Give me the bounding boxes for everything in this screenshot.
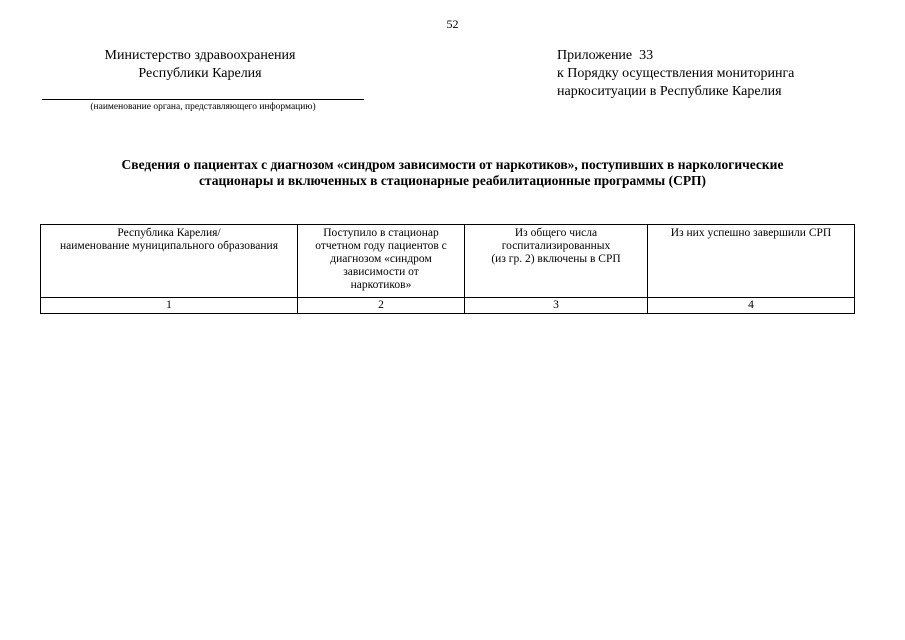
document-title-line-2: стационары и включенных в стационарные реабилитационные программы (СРП): [198, 173, 707, 188]
column-number-cell: 1: [41, 298, 298, 314]
appendix-line-2: к Порядку осуществления мониторинга: [557, 66, 795, 81]
table-header-admitted: [298, 225, 465, 298]
header-text-line: отчетном году пациентов с: [315, 240, 447, 252]
header-text-line: Из общего числа: [514, 227, 598, 239]
header-text-line: (из гр. 2) включены в СРП: [491, 253, 621, 265]
appendix-line-1: Приложение 33: [557, 48, 654, 63]
table-header-completed-srp: [648, 225, 855, 298]
report-table: [40, 224, 855, 314]
table-header-included-in-srp: [465, 225, 648, 298]
header-text-line: наименование муниципального образования: [60, 240, 278, 252]
header-text-line: диагнозом «синдром: [330, 253, 432, 265]
appendix-line-3: наркоситуации в Республике Карелия: [557, 84, 782, 99]
document-title-line-1: Сведения о пациентах с диагнозом «синдром зависимости от наркотиков», поступивших в наркологические: [121, 157, 784, 172]
header-text-line: зависимости от: [343, 266, 419, 278]
header-text-line: Поступило в стационар: [323, 227, 439, 239]
table-header-row: [41, 225, 855, 298]
organization-caption: (наименование органа, представляющего информацию): [90, 102, 316, 112]
column-number-cell: 4: [648, 298, 855, 314]
column-number-cell: 3: [465, 298, 648, 314]
organization-signature-line: [42, 99, 364, 100]
page-number: 52: [446, 17, 459, 31]
header-text-line: госпитализированных: [501, 240, 611, 252]
table-row: [41, 298, 855, 314]
document-title: [40, 157, 865, 189]
header-text-line: наркотиков»: [350, 279, 412, 291]
organization-name: [80, 47, 320, 83]
appendix-reference: [557, 47, 887, 101]
table-header-region: [41, 225, 298, 298]
header-text-line: Из них успешно завершили СРП: [670, 227, 832, 239]
organization-line-1: Министерство здравоохранения: [104, 48, 296, 63]
header-text-line: Республика Карелия/: [117, 227, 221, 239]
organization-line-2: Республики Карелия: [138, 66, 262, 81]
column-number-cell: 2: [298, 298, 465, 314]
